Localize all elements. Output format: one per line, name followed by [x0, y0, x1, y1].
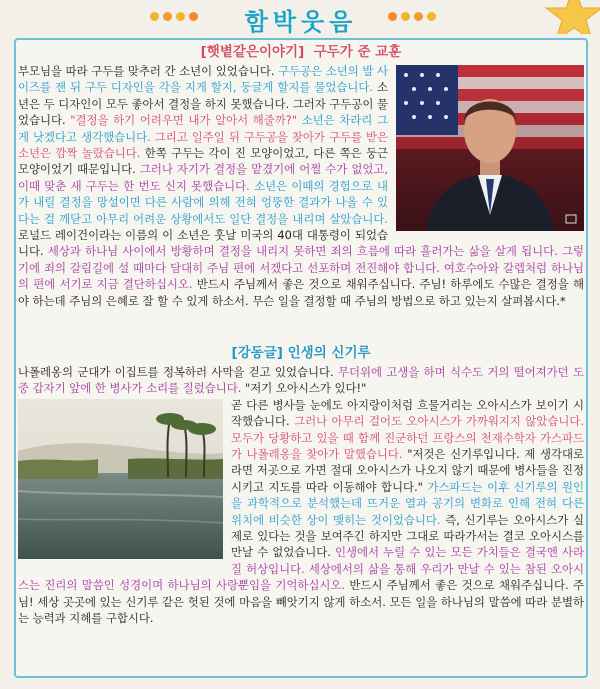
- text-segment: 구두공은 소년의 발 사이즈를 잰 뒤 구두 디자인을 각을 지게 할지, 둥글게 할지를 물었습니다.: [18, 64, 388, 95]
- decorative-dots-right: [388, 12, 436, 21]
- text-segment: 즉, 신기루는 오아시스가 실제로 있다는 것을 보여주긴 하지만 그대로 따라가서는 결코 오아시스를 만날 수 없었습니다.: [231, 512, 584, 560]
- text-segment: 나폴레옹의 군대가 이집트를 정복하러 사막을 걷고 있었습니다.: [18, 365, 338, 379]
- text-segment: "저것은 신기루입니다. 제 생각대로라면 저곳으로 가면 절대 오아시스가 나오지 않기 때문에 병사들을 진정시키고 지도를 따라 이동해야 합니다.": [231, 447, 584, 494]
- oasis-photo: [18, 399, 223, 559]
- story-title: [18, 43, 584, 61]
- text-segment: 곧 다른 병사들 눈에도 아지랑이처럼 흐물거리는 오아시스가 보이기 시작했습니다.: [231, 397, 584, 429]
- text-segment: "저기 오아시스가 있다!": [241, 381, 367, 396]
- text-segment: 소년은 이때의 경험으로 내가 내릴 결정을 망설이면 다른 사람에 의해 전혀 엉뚱한 결과가 나올 수 있다는 걸 깨닫고 아무리 어려운 상황에서도 일단 결정을 내리며 살았습니다.: [18, 178, 388, 226]
- page-title: 함박웃음: [244, 8, 358, 36]
- text-segment: 반드시 주님께서 좋은 것으로 채워주십니다. 주님! 세상 곳곳에 있는 신기루 같은 헛된 것에 마음을 빼앗기지 않게 하소서. 모든 일을 하나님의 말씀에 따라 분별하는 능력과 지혜를 구합시다.: [18, 578, 584, 626]
- story-tag: [햇볕같은이야기]: [200, 44, 305, 60]
- text-segment: 반드시 주님께서 좋은 것으로 채워주십니다. 주님! 하루에도 수많은 결정을 해야 하는데 주님의 은혜로 잘 할 수 있게 하소서. 무슨 일을 결정할 때 주님의 방법으로 하고 있는지 살펴봅시다.*: [18, 277, 584, 308]
- text-segment: 세상과 하나님 사이에서 방황하며 결정을 내리지 못하면 죄의 흐름에 따라 흘러가는 삶을 살게 됩니다. 그렇기에 죄의 갈림길에 설 때마다 담대히 주님 편에 서겠다고 선포하며 전진해야 합니다. 여호수아와 갈렙처럼 하나님의 편에 서기로 지금 결단하십시오.: [18, 244, 584, 292]
- text-segment: 인생에서 누릴 수 있는 모든 가치들은 결국엔 사라질 허상입니다.: [231, 545, 584, 576]
- header: [0, 0, 600, 36]
- story-heading: 인생의 신기루: [287, 345, 371, 361]
- text-segment: "결정을 하기 어려우면 내가 알아서 해줄까?": [70, 113, 298, 128]
- text-segment: 소년은 두 디자인이 모두 좋아서 결정을 하지 못했습니다. 그러자 구두공이 물었습니다.: [18, 80, 389, 128]
- reagan-photo: [396, 65, 584, 231]
- text-segment: 그러나 자기가 결정을 맡겼기에 어쩔 수가 없었고, 이때 맞춘 새 구두는 한 번도 신지 못했습니다.: [18, 162, 388, 193]
- text-segment: 한쪽 구두는 각이 진 모양이었고, 다른 쪽은 둥근 모양이었기 때문입니다.: [18, 146, 388, 177]
- story-tag: [강동글]: [231, 345, 283, 361]
- text-segment: 그러나 아무리 걸어도 오아시스가 가까워지지 않았습니다. 모두가 당황하고 있을 때 함께 진군하던 프랑스의 천재수학자 가스파드가 나폴레옹을 찾아가 말했습니다.: [231, 414, 585, 462]
- text-segment: 그리고 일주일 뒤 구두공을 찾아가 구두를 받은 소년은 깜짝 놀랐습니다.: [18, 129, 388, 161]
- star-icon: [520, 0, 600, 34]
- text-segment: 소년은 차라리 그게 낫겠다고 생각했습니다.: [18, 113, 389, 144]
- text-segment: 무더위에 고생을 하며 식수도 거의 떨어져가던 도중 갑자기 앞에 한 병사가 소리를 질렀습니다.: [18, 365, 584, 396]
- text-segment: 세상에서의 삶을 통해 우리가 만날 수 있는 참된 오아시스는 진리의 말씀인 성경이며 하나님의 사랑뿐임을 기억하십시오.: [18, 561, 584, 593]
- story-title: [18, 344, 584, 362]
- story-heading: 구두가 준 교훈: [313, 44, 402, 60]
- text-segment: 로널드 레이건이라는 이름의 이 소년은 훗날 미국의 40대 대통령이 되었습니다.: [18, 228, 388, 259]
- story-body-intro: [18, 364, 584, 397]
- story-mirage: [18, 344, 584, 627]
- text-segment: 가스파드는 이후 신기루의 원인을 과학적으로 분석했는데 뜨거운 열과 공기의 변화로 인해 전혀 다른 위치에 비슷한 상이 맺히는 것이었습니다.: [231, 479, 584, 527]
- text-segment: 부모님을 따라 구두를 맞추러 간 소년이 있었습니다.: [18, 64, 279, 78]
- decorative-dots-left: [150, 12, 198, 21]
- story-reagan: [18, 43, 584, 309]
